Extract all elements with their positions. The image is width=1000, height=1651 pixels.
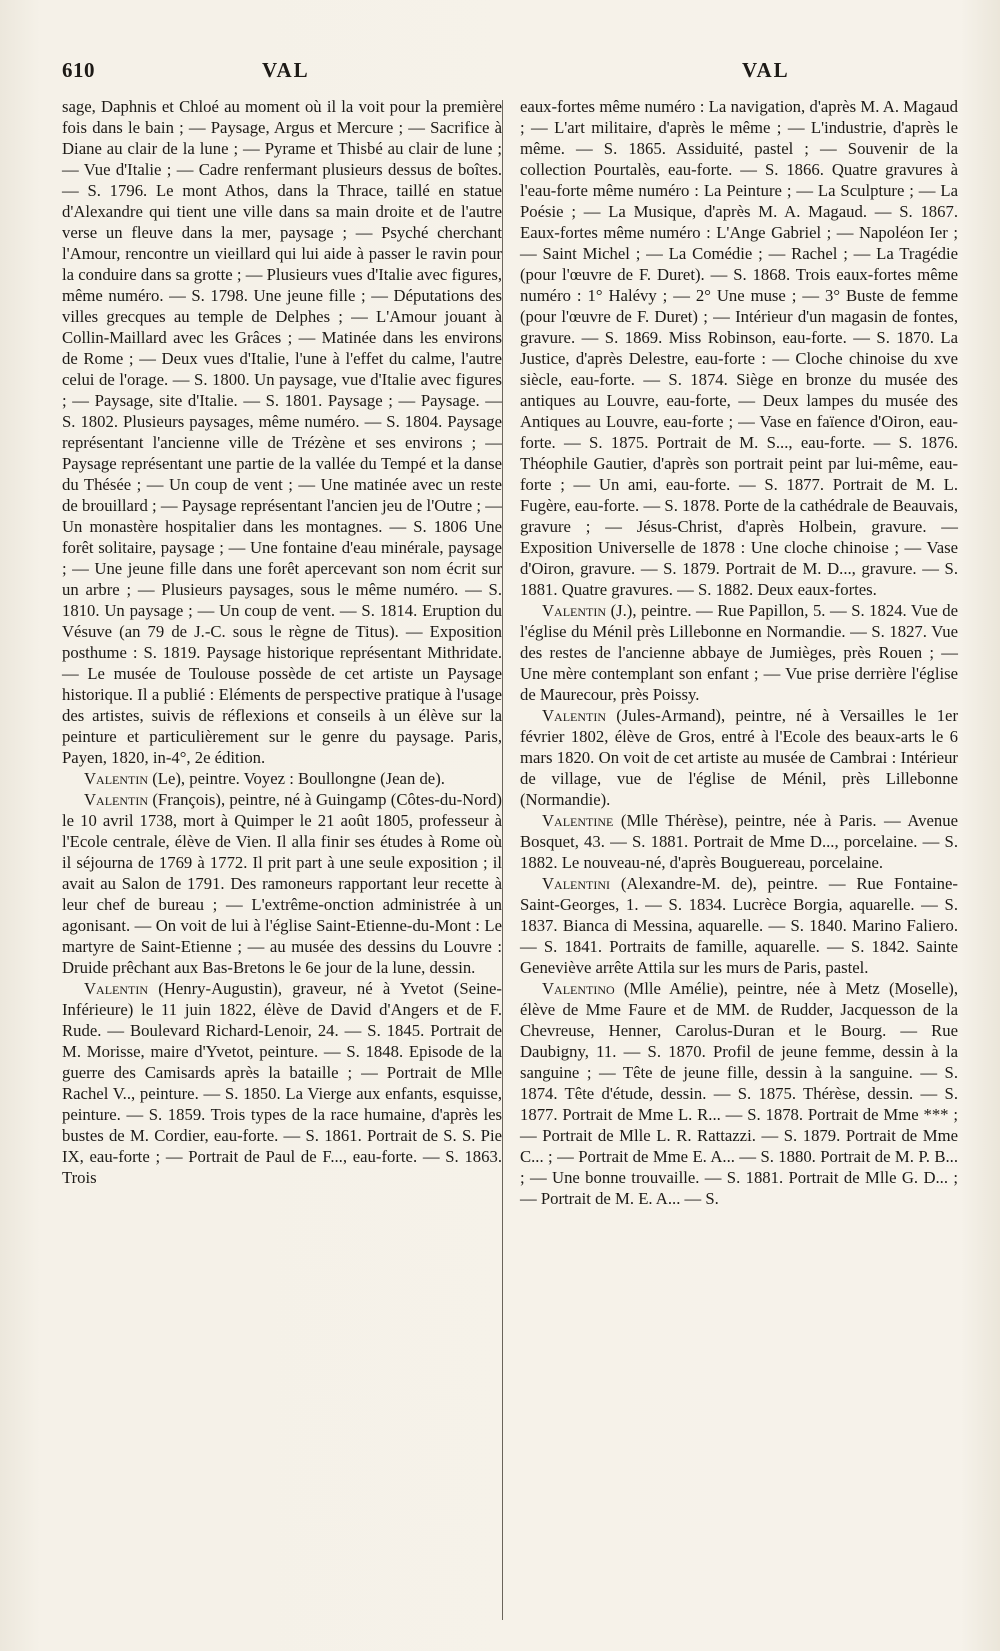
entry-valentino-amelie: Valentino (Mlle Amélie), peintre, née à Metz (Moselle), élève de Mme Faure et de MM. de Rudder, Jacquesson de la Chevreuse, Henner, Carolus-Duran et le Bourg. — Rue Daubigny, 11. — S. 1870. Profil de jeune femme, dessin à la sanguine ; — Tête de jeune fille, dessin à la sanguine. — S. 1874. Tête d'étude, dessin. — S. 1875. Thérèse, dessin. — S. 1877. Portrait de Mme L. R... — S. 1878. Portrait de Mme *** ; — Portrait de Mlle L. R. Rattazzi. — S. 1879. Portrait de Mme C... ; — Portrait de Mme E. A... — S. 1880. Portrait de M. P. B... ; — Une bonne trouvaille. — S. 1881. Portrait de Mlle G. D... ; — Portrait de M. E. A... — S. [520, 979, 958, 1208]
entry-continuation: eaux-fortes même numéro : La navigation, d'après M. A. Magaud ; — L'art militaire, d'après le même ; — L'industrie, d'après le même. — S. 1865. Assiduité, pastel ; — Souvenir de la collection Pourtalès, eau-forte. — S. 1866. Quatre gravures à l'eau-forte même numéro : La Peinture ; — La Sculpture ; — La Poésie ; — La Musique, d'après M. A. Magaud. — S. 1867. Eaux-fortes même numéro : L'Ange Gabriel ; — Napoléon Ier ; — Saint Michel ; — La Comédie ; — Rachel ; — La Tragédie (pour l'œuvre de F. Duret). — S. 1868. Trois eaux-fortes même numéro : 1° Halévy ; — 2° Une muse ; — 3° Buste de femme (pour l'œuvre de F. Duret) ; — Intérieur d'un magasin de fontes, gravure. — S. 1869. Miss Robinson, eau-forte. — S. 1870. La Justice, d'après Delestre, eau-forte : — Cloche chinoise du xve siècle, eau-forte. — S. 1874. Siège en bronze du musée des antiques au Louvre, eau-forte, — Deux lampes du musée des Antiques au Louvre, eau-forte ; — Vase en faïence d'Oiron, eau-forte. — S. 1875. Portrait de M. S..., eau-forte. — S. 1876. Théophile Gautier, d'après son portrait peint par lui-même, eau-forte ; — Un ami, eau-forte. — S. 1877. Portrait de M. L. Fugère, eau-forte. — S. 1878. Porte de la cathédrale de Beauvais, gravure ; — Jésus-Christ, d'après Holbein, gravure. — Exposition Universelle de 1878 : Une cloche chinoise ; — Vase d'Oiron, gravure. — S. 1879. Portrait de M. D..., gravure. — S. 1881. Quatre gravures. — S. 1882. Deux eaux-fortes. [520, 97, 958, 599]
right-running-head: VAL [742, 58, 790, 82]
entry-valentin-francois: Valentin (François), peintre, né à Guingamp (Côtes-du-Nord) le 10 avril 1738, mort à Quimper le 21 août 1805, professeur à l'Ecole centrale, élève de Vien. Il alla finir ses études à Rome où il séjourna de 1769 à 1772. Il prit part à une seule exposition ; il avait au Salon de 1791. Des ramoneurs rapportant leur recette à leur chef de bureau ; — L'extrême-onction administrée à un agonisant. — On voit de lui à l'église Saint-Etienne-du-Mont : Le martyre de Saint-Etienne ; — au musée des dessins du Louvre : Druide prêchant aux Bas-Bretons le 6e jour de la lune, dessin. [62, 790, 502, 977]
entry-name: Valentin [84, 769, 149, 788]
entry-valentin-j: Valentin (J.), peintre. — Rue Papillon, 5. — S. 1824. Vue de l'église du Ménil près Lillebonne en Normandie. — S. 1827. Vue des restes de l'ancienne abbaye de Jumièges, près Rouen ; — Une mère contemplant son enfant ; — Vue prise derrière l'église de Maurecour, près Poissy. [520, 601, 958, 704]
entry-name: Valentine [542, 811, 614, 830]
entry-valentini-alexandre: Valentini (Alexandre-M. de), peintre. — Rue Fontaine-Saint-Georges, 1. — S. 1834. Lucrèce Borgia, aquarelle. — S. 1837. Bianca di Messina, aquarelle. — S. 1840. Marino Faliero. — S. 1841. Portraits de famille, aquarelle. — S. 1842. Sainte Geneviève arrête Attila sur les murs de Paris, pastel. [520, 874, 958, 977]
entry-name: Valentin [84, 979, 149, 998]
left-column [62, 96, 502, 1188]
entry-name: Valentino [542, 979, 615, 998]
entry-name: Valentin [542, 601, 607, 620]
right-column [520, 96, 958, 1209]
column-divider [502, 100, 503, 1620]
entry-name: Valentin [542, 706, 607, 725]
entry-name: Valentin [84, 790, 149, 809]
entry-valentin-le: Valentin (Le), peintre. Voyez : Boullongne (Jean de). [84, 769, 445, 788]
page-number: 610 [62, 58, 95, 82]
entry-valentin-henry-augustin: Valentin (Henry-Augustin), graveur, né à Yvetot (Seine-Inférieure) le 11 juin 1822, élève de David d'Angers et de F. Rude. — Boulevard Richard-Lenoir, 24. — S. 1845. Portrait de M. Morisse, maire d'Yvetot, peinture. — S. 1848. Episode de la guerre des Camisards après la bataille ; — Portrait de Mlle Rachel V.., peinture. — S. 1850. La Vierge aux enfants, esquisse, peinture. — S. 1859. Trois types de la race humaine, d'après les bustes de M. Cordier, eau-forte. — S. 1861. Portrait de S. S. Pie IX, eau-forte ; — Portrait de Paul de F..., eau-forte. — S. 1863. Trois [62, 979, 502, 1187]
left-running-head: VAL [262, 58, 310, 82]
entry-name: Valentini [542, 874, 611, 893]
entry-continuation: sage, Daphnis et Chloé au moment où il la voit pour la première fois dans le bain ; — Paysage, Argus et Mercure ; — Sacrifice à Diane au clair de la lune ; — Pyrame et Thisbé au clair de lune ; — Vue d'Italie ; — Cadre renfermant plusieurs dessus de boîtes. — S. 1796. Le mont Athos, dans la Thrace, taillé en statue d'Alexandre qui tient une ville dans sa main droite et de l'autre verse un fleuve dans la mer, paysage ; — Psyché cherchant l'Amour, rencontre un vieillard qui lui aide à passer le ravin pour la conduire dans sa grotte ; — Plusieurs vues d'Italie avec figures, même numéro. — S. 1798. Une jeune fille ; — Députations des villes grecques au temple de Delphes ; — L'Amour jouant à Collin-Maillard avec les Grâces ; — Matinée dans les environs de Rome ; — Deux vues d'Italie, l'une à l'effet du calme, l'autre celui de l'orage. — S. 1800. Un paysage, vue d'Italie avec figures ; — Paysage, site d'Italie. — S. 1801. Paysage ; — Paysage. — S. 1802. Plusieurs paysages, même numéro. — S. 1804. Paysage représentant l'ancienne ville de Trézène et ses environs ; — Paysage représentant une partie de la vallée du Tempé et la danse du Thésée ; — Un coup de vent ; — Une matinée avec un reste de brouillard ; — Paysage représentant l'ancien jeu de l'Outre ; — Un monastère hospitalier dans les montagnes. — S. 1806 Une forêt solitaire, paysage ; — Une fontaine d'eau minérale, paysage ; — Une jeune fille dans une forêt apercevant son nom écrit sur un arbre ; — Plusieurs paysages, sous le même numéro. — S. 1810. Un paysage ; — Un coup de vent. — S. 1814. Eruption du Vésuve (an 79 de J.-C. sous le règne de Titus). — Exposition posthume : S. 1819. Paysage historique représentant Mithridate. — Le musée de Toulouse possède de cet artiste un Paysage historique. Il a publié : Eléments de perspective pratique à l'usage des artistes, suivis de réflexions et conseils à un élève sur la peinture et particulièrement sur le genre du paysage. Paris, Payen, 1820, in-4°, 2e édition. [62, 97, 502, 767]
entry-valentine-therese: Valentine (Mlle Thérèse), peintre, née à Paris. — Avenue Bosquet, 43. — S. 1881. Portrait de Mme D..., porcelaine. — S. 1882. Le nouveau-né, d'après Bouguereau, porcelaine. [520, 811, 958, 872]
page-header [62, 58, 950, 90]
entry-valentin-jules-armand: Valentin (Jules-Armand), peintre, né à Versailles le 1er février 1802, élève de Gros, entré à l'Ecole des beaux-arts le 6 mars 1820. On voit de cet artiste au musée de Cambrai : Intérieur de village, vue de l'église de Ménil, près Lillebonne (Normandie). [520, 706, 958, 809]
